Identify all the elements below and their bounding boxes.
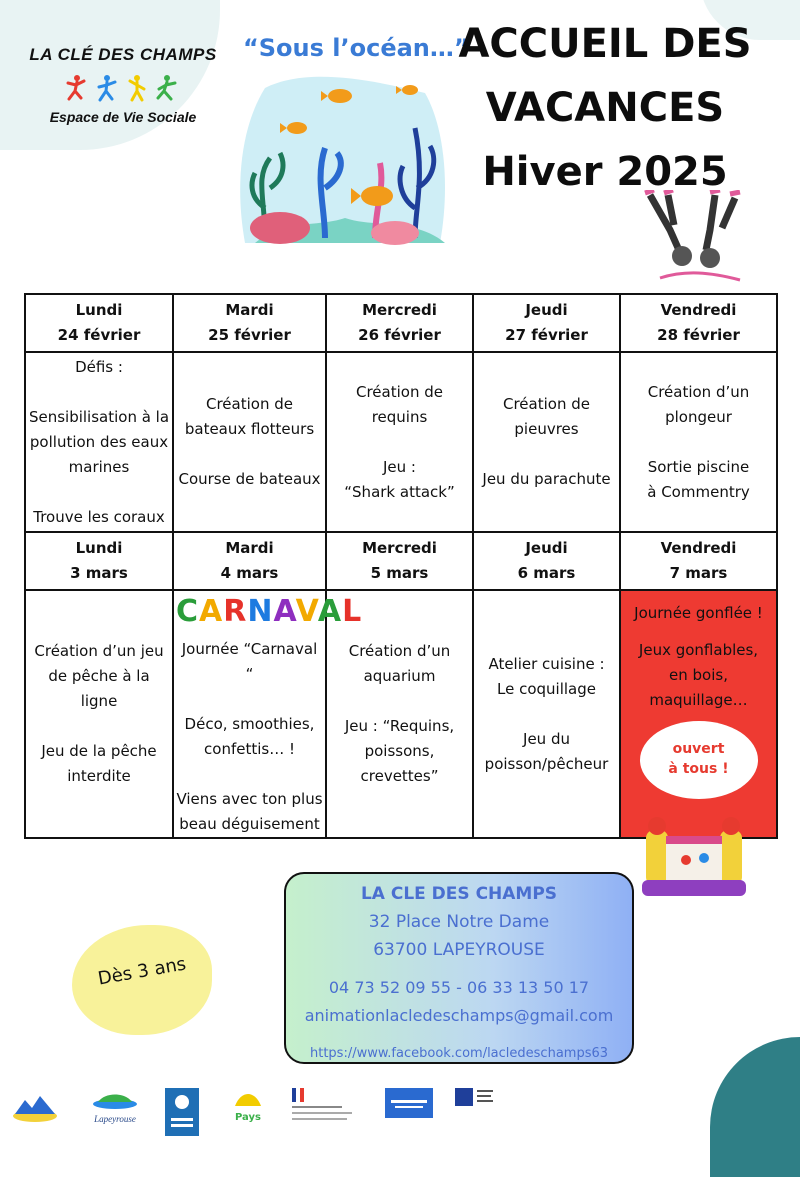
montaigut-logo (10, 1088, 60, 1128)
activity-line: Course de bateaux (178, 470, 321, 488)
activity-line: Le coquillage (497, 679, 596, 698)
activity-cell-tue (173, 352, 326, 532)
activity-cell-mon (25, 590, 173, 838)
activity-line: interdite (67, 767, 131, 785)
lapeyrouse-graphic (90, 1088, 140, 1110)
day-header (25, 532, 173, 590)
activity-line: Viens avec ton plus (176, 790, 323, 808)
theme-title: “Sous l’océan…” (243, 34, 470, 62)
activity-line: en bois, (669, 666, 728, 684)
day-header (473, 294, 620, 352)
week1-header-row (25, 294, 777, 352)
activity-line: Sensibilisation à la (28, 407, 170, 426)
contact-address-2: 63700 LAPEYROUSE (373, 940, 545, 960)
figures-graphic (63, 73, 183, 103)
contact-box (284, 872, 634, 1064)
activity-cell-thu (473, 352, 620, 532)
day-header (620, 294, 777, 352)
day-name: Mercredi (362, 539, 437, 557)
activity-line: poisson/pêcheur (484, 754, 609, 773)
day-header (326, 532, 473, 590)
activity-line: maquillage… (649, 691, 748, 709)
title-line-3: Hiver 2025 (482, 149, 728, 195)
title-line-2: VACANCES (485, 85, 725, 131)
activity-line: Atelier cuisine : (488, 654, 605, 673)
logo-subtitle: Espace de Vie Sociale (49, 109, 197, 125)
day-date: 25 février (208, 326, 291, 344)
activity-line: Défis : (75, 357, 123, 376)
activity-line: Trouve les coraux (33, 507, 165, 526)
activity-cell-fri (620, 352, 777, 532)
lapeyrouse-label: Lapeyrouse (94, 1114, 136, 1124)
activity-line: marines (68, 457, 130, 476)
day-header (620, 532, 777, 590)
age-blob (72, 925, 212, 1035)
activity-line: Jeu du (523, 729, 570, 748)
divers-illustration (640, 190, 750, 285)
carnaval-logo: CARNAVAL (176, 594, 363, 629)
week2-activities-row (25, 590, 777, 838)
open-to-all-badge: ouvert à tous ! (644, 725, 754, 795)
lapeyrouse-logo (85, 1088, 145, 1124)
contact-name: LA CLE DES CHAMPS (360, 884, 558, 904)
activity-line: Journée “Carnaval “ (181, 640, 318, 683)
activity-line: bateaux flotteurs (184, 420, 315, 438)
day-header (173, 294, 326, 352)
activity-line: Journée gonflée ! (634, 604, 763, 622)
activity-cell-mon (25, 352, 173, 532)
activity-line: requins (371, 407, 428, 426)
activity-line: Création de (206, 395, 293, 413)
activity-line: Jeu : “Requins, (344, 717, 455, 735)
contact-facebook-link[interactable]: https://www.facebook.com/lacledeschamps63 (309, 1046, 609, 1061)
activity-line: Jeu de la pêche (41, 742, 157, 760)
organization-logo (18, 45, 228, 125)
caf-logo (165, 1088, 199, 1136)
contact-phones: 04 73 52 09 55 - 06 33 13 50 17 (328, 978, 590, 997)
day-date: 4 mars (220, 564, 279, 582)
day-date: 6 mars (517, 564, 576, 582)
week1-activities-row (25, 352, 777, 532)
activity-line: Déco, smoothies, (184, 715, 315, 733)
activity-line: beau déguisement (179, 815, 320, 833)
pays-graphic (233, 1088, 263, 1108)
activity-line: “Shark attack” (344, 482, 455, 501)
week2-header-row (25, 532, 777, 590)
day-header (473, 532, 620, 590)
day-name: Lundi (75, 301, 123, 319)
activity-cell-wed (326, 352, 473, 532)
pays-label: Pays (235, 1112, 261, 1123)
day-header (326, 294, 473, 352)
schedule-table (24, 293, 778, 839)
activity-line: crevettes” (360, 767, 439, 785)
day-name: Mardi (225, 301, 274, 319)
day-name: Lundi (75, 539, 123, 557)
activity-line: Jeu du parachute (482, 470, 611, 488)
activity-line: pieuvres (514, 420, 579, 438)
activity-cell-tue (173, 590, 363, 838)
contact-address-1: 32 Place Notre Dame (368, 912, 550, 932)
activity-line: Création d’un jeu (34, 642, 164, 660)
day-name: Jeudi (525, 301, 568, 319)
running-figures-icon (18, 73, 228, 103)
day-date: 28 février (657, 326, 740, 344)
activity-line: plongeur (665, 407, 732, 426)
activity-line: Création d’un (647, 382, 750, 401)
activity-cell-fri (620, 590, 777, 838)
activity-line: de pêche à la ligne (48, 667, 150, 710)
activity-line: Jeu : (383, 457, 416, 476)
bouncy-castle-illustration (638, 810, 750, 898)
activity-line: Création d’un (348, 642, 451, 660)
activity-line: confettis… ! (204, 740, 295, 758)
day-header (25, 294, 173, 352)
age-label: Dès 3 ans (96, 953, 188, 990)
ocean-illustration (225, 68, 465, 253)
activity-line: Sortie piscine (647, 457, 750, 476)
partner-logos (0, 1080, 800, 1140)
pays-logo (228, 1088, 268, 1136)
activity-line: Création de (356, 382, 443, 401)
logo-name: LA CLÉ DES CHAMPS (29, 45, 217, 64)
activity-line: Création de (503, 395, 590, 413)
day-date: 5 mars (370, 564, 429, 582)
day-date: 3 mars (70, 564, 128, 582)
region-logo (385, 1088, 433, 1118)
day-name: Vendredi (660, 539, 737, 557)
day-name: Mardi (225, 539, 274, 557)
day-date: 27 février (505, 326, 588, 344)
day-name: Mercredi (362, 301, 437, 319)
contact-email-link[interactable]: animationlacledeschamps@gmail.com (304, 1006, 614, 1025)
activity-cell-thu (473, 590, 620, 838)
day-name: Jeudi (525, 539, 568, 557)
day-date: 24 février (57, 326, 141, 344)
day-date: 7 mars (669, 564, 728, 582)
departement-logo (455, 1088, 495, 1112)
academie-logo (292, 1088, 362, 1132)
activity-line: poissons, (364, 742, 435, 760)
title-line-1: ACCUEIL DES (458, 21, 752, 67)
day-header (173, 532, 326, 590)
activity-line: pollution des eaux (29, 432, 169, 451)
main-title (455, 12, 755, 204)
day-name: Vendredi (660, 301, 737, 319)
activity-line: Jeux gonflables, (638, 641, 759, 659)
activity-line: aquarium (363, 667, 436, 685)
activity-line: à Commentry (647, 482, 750, 501)
day-date: 26 février (358, 326, 441, 344)
